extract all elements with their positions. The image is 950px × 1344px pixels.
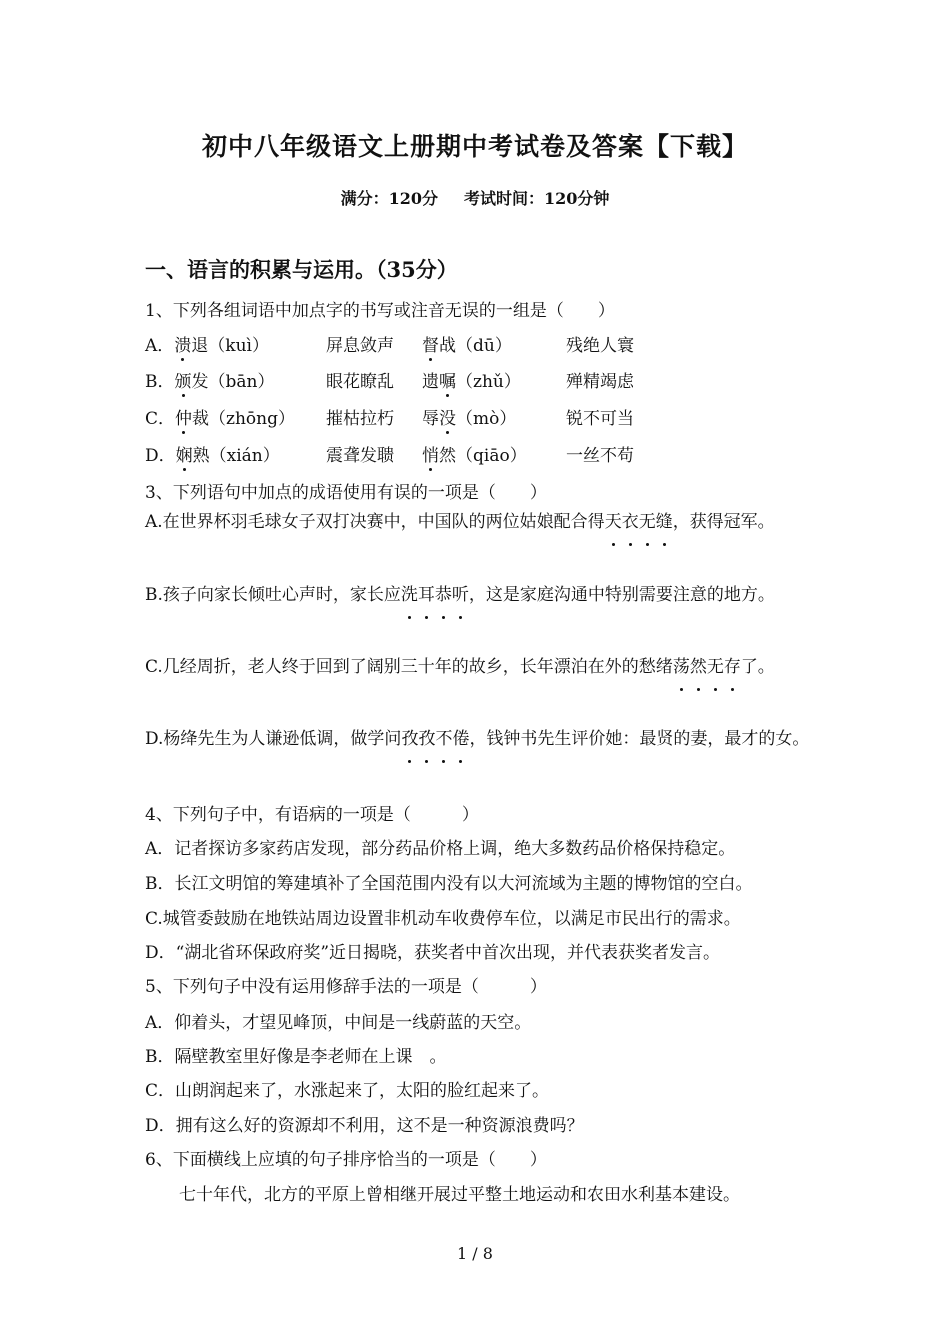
emphasis-char: 存 [724, 649, 741, 686]
emphasis-char: 倦 [452, 721, 469, 758]
q3-idiom-d [401, 729, 469, 749]
question-4-stem: 4、下列句子中，有语病的一项是（ ） [145, 805, 479, 825]
emphasis-char: 无 [707, 649, 724, 686]
q1-option-b-word2: 眼花瞭乱 [326, 372, 394, 392]
q1-option-b-word3: 遗嘱（zhǔ） [422, 367, 521, 392]
emphasis-char: 洗 [401, 577, 418, 614]
emphasis-char: 不 [435, 721, 452, 758]
q5-option-c: C．山朗润起来了，水涨起来了，太阳的脸红起来了。 [145, 1081, 550, 1101]
page-number: 1 / 8 [457, 1244, 493, 1263]
q1-option-d-word1: D．娴熟（xián） [145, 441, 280, 466]
emphasis-char: 恭 [435, 577, 452, 614]
emphasis-char: 然 [690, 649, 707, 686]
emphasis-char: 荡 [673, 649, 690, 686]
q3-option-d: D.杨绛先生为人谦逊低调，做学问孜孜不倦，钱钟书先生评价她：最贤的妻，最才的女。 [145, 721, 810, 758]
page-title: 初中八年级语文上册期中考试卷及答案【下载】 [201, 132, 748, 161]
q3-idiom-b [401, 585, 469, 605]
q1-option-b-word4: 殚精竭虑 [566, 372, 634, 392]
q5-option-b: B．隔壁教室里好像是李老师在上课 。 [145, 1047, 447, 1067]
emphasis-char: 天 [605, 504, 622, 541]
exam-time: 考试时间：120分钟 [464, 189, 610, 208]
q1-option-c-word3: 辱没（mò） [422, 404, 516, 429]
emphasis-char: 孜 [401, 721, 418, 758]
q1-option-b-word1: B．颁发（bān） [145, 367, 274, 392]
q5-option-d: D．拥有这么好的资源却不利用，这不是一种资源浪费吗？ [145, 1116, 584, 1136]
question-3-stem: 3、下列语句中加点的成语使用有误的一项是（ ） [145, 483, 547, 503]
q1-option-a-word3: 督战（dū） [422, 331, 512, 356]
q4-option-d: D．“湖北省环保政府奖”近日揭晓，获奖者中首次出现，并代表获奖者发言。 [145, 943, 721, 963]
emphasis-char: 孜 [418, 721, 435, 758]
q3-option-b: B.孩子向家长倾吐心声时，家长应洗耳恭听，这是家庭沟通中特别需要注意的地方。 [145, 577, 810, 614]
q1-option-d-word3: 悄然（qiāo） [422, 441, 527, 466]
full-score: 满分：120分 [340, 189, 438, 208]
question-1-stem: 1、下列各组词语中加点字的书写或注音无误的一组是（ ） [145, 301, 615, 321]
q1-option-d-word2: 震聋发聩 [326, 446, 394, 466]
q1-option-c-word4: 锐不可当 [566, 409, 634, 429]
q3-idiom-c [673, 657, 741, 677]
q3-option-c: C.几经周折，老人终于回到了阔别三十年的故乡，长年漂泊在外的愁绪荡然无存了。 [145, 649, 810, 686]
q1-option-d-word4: 一丝不苟 [566, 446, 634, 466]
question-6-stem: 6、下面横线上应填的句子排序恰当的一项是（ ） [145, 1150, 547, 1170]
exam-info [0, 186, 950, 209]
q1-option-a-word4: 残绝人寰 [566, 336, 634, 356]
question-5-stem: 5、下列句子中没有运用修辞手法的一项是（ ） [145, 977, 547, 997]
q1-option-a-word1: A．溃退（kuì） [145, 331, 269, 356]
emphasis-char: 听 [452, 577, 469, 614]
q3-option-a: A.在世界杯羽毛球女子双打决赛中，中国队的两位姑娘配合得天衣无缝，获得冠军。 [145, 504, 810, 541]
emphasis-char: 缝 [656, 504, 673, 541]
q1-option-a-word2: 屏息敛声 [326, 336, 394, 356]
section-heading: 一、语言的积累与运用。（35分） [145, 257, 458, 282]
emphasis-char: 无 [639, 504, 656, 541]
q6-passage: 七十年代，北方的平原上曾相继开展过平整土地运动和农田水利基本建设。 [179, 1185, 740, 1205]
q4-option-a: A．记者探访多家药店发现，部分药品价格上调，绝大多数药品价格保持稳定。 [145, 839, 736, 859]
q1-option-c-word2: 摧枯拉朽 [326, 409, 394, 429]
q5-option-a: A．仰着头，才望见峰顶，中间是一线蔚蓝的天空。 [145, 1013, 532, 1033]
emphasis-char: 耳 [418, 577, 435, 614]
q4-option-c: C.城管委鼓励在地铁站周边设置非机动车收费停车位，以满足市民出行的需求。 [145, 909, 741, 929]
emphasis-char: 衣 [622, 504, 639, 541]
q3-idiom-a [605, 512, 673, 532]
q1-option-c-word1: C．仲裁（zhōng） [145, 404, 295, 429]
q4-option-b: B．长江文明馆的筹建填补了全国范围内没有以大河流域为主题的博物馆的空白。 [145, 874, 753, 894]
